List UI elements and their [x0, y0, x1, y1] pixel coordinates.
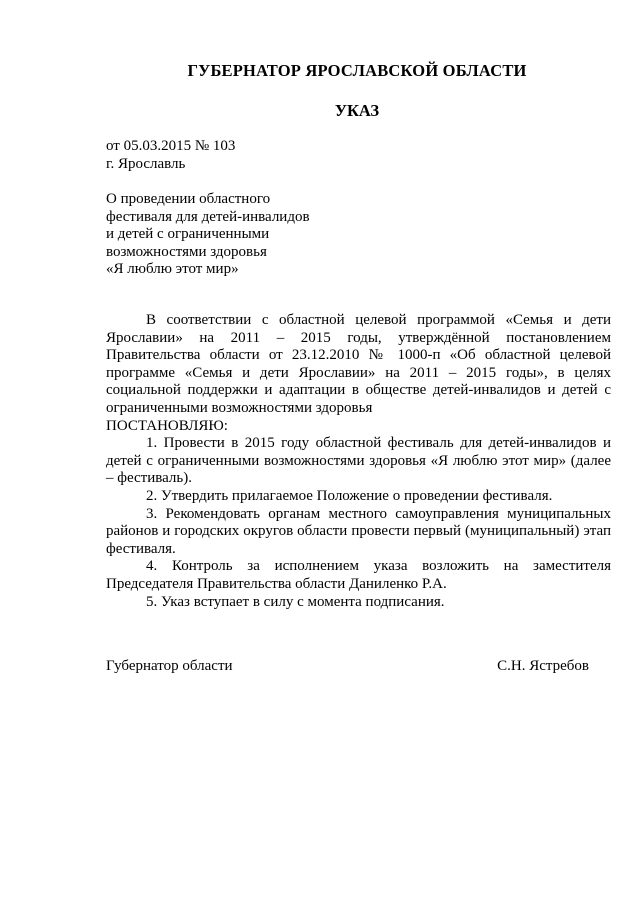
signature-block — [106, 657, 589, 675]
date-and-number: от 05.03.2015 № 103 — [106, 138, 236, 154]
document-body — [106, 312, 611, 611]
subject-line: О проведении областного — [106, 191, 271, 207]
subject-line: фестиваля для детей-инвалидов — [106, 208, 310, 225]
decree-item: 1. Провести в 2015 году областной фестиваль для детей-инвалидов и детей с ограниченными возможностями здоровья «Я люблю этот мир» (далее – фестиваль). — [106, 435, 611, 487]
document-subject — [106, 191, 310, 279]
decree-item: 4. Контроль за исполнением указа возложить на заместителя Председателя Правительства области Даниленко Р.А. — [106, 558, 611, 592]
subject-line: возможностями здоровья — [106, 243, 267, 260]
decree-item: 5. Указ вступает в силу с момента подписания. — [146, 593, 445, 610]
subject-line: и детей с ограниченными — [106, 226, 270, 243]
decree-word: ПОСТАНОВЛЯЮ: — [106, 417, 228, 434]
document-meta — [106, 137, 235, 173]
signer-position: Губернатор области — [106, 658, 233, 674]
city: г. Ярославль — [106, 156, 186, 172]
document-type: УКАЗ — [334, 101, 380, 120]
signer-name: С.Н. Ястребов — [497, 658, 589, 674]
preamble-paragraph: В соответствии с областной целевой программой «Семья и дети Ярославии» на 2011 – 2015 годы, утверждённой постановлением Правительства области от 23.12.2010 № 1000-п «Об областной целевой программе «Семья и дети Ярославии» на 2011 – 2015 годы», в целях социальной поддержки и адаптации в обществе детей-инвалидов и детей с ограниченными возможностями здоровья — [106, 312, 611, 416]
decree-item: 2. Утвердить прилагаемое Положение о проведении фестиваля. — [146, 487, 553, 504]
decree-item: 3. Рекомендовать органам местного самоуправления муниципальных районов и городских округов области провести первый (муниципальный) этап фестиваля. — [106, 505, 611, 557]
issuing-authority: ГУБЕРНАТОР ЯРОСЛАВСКОЙ ОБЛАСТИ — [187, 61, 527, 80]
subject-line: «Я люблю этот мир» — [106, 261, 239, 278]
